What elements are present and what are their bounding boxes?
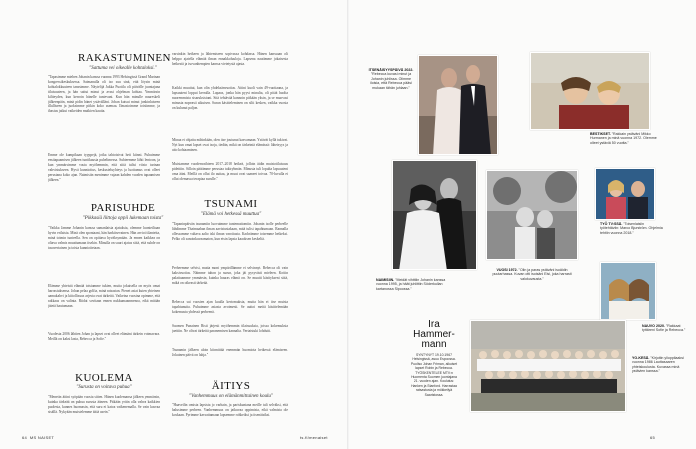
photo-graduation-group: [470, 320, 626, 412]
caption-tyo-label: TYÖ TV:SSÄ.: [600, 222, 623, 226]
profile-block: [410, 320, 458, 397]
section-title-rakastuminen: RAKASTUMINEN: [78, 52, 171, 64]
profile-text: SYNTYNYT 19.10.1967 Helsingissä, asuu Espoossa. Puoliso Johan Friman, aikuiset lapset Robin ja Rebecca. TYÖSKENTELEE MTV:n Huomenta Suomen juontajana 21. vuoden ajan. Koulutus: Hanken ja Stanford. Harrastaa ratsastusta ja mökkeilyä Saaristossa.: [410, 353, 458, 397]
caption-nauvo: [642, 324, 686, 333]
body-text-col2b: Elämme yhteistä elämää toisiamme tukien, mutta jokaisella on myös omat harrastuksensa. Johan pelaa golfia, minä ratsastan. Pienet asiat kuten yhteinen aamukahvi ja kiitollisuus arjesta ovat tärkeitä. Vaikeina vuosina opimme, että rakkaus on valinta. Riidat sovitaan ennen nukkumaanmenoa, eikä mitään jätetä hautumaan.: [48, 284, 160, 308]
section-title-parisuhde: PARISUHDE: [90, 202, 156, 214]
body-text-col5a: "Tapaninpäivän tsunamiin luovuimme tuntemattomiin. Johanin isolle perheelle lähdimme Thaimaahan ilman aavistustakaan, mitä tulisi tapahtumaan. Rannalla ollessamme valtava aalto iski ilman varoitusta. Kadotimme toisemme hetkeksi. Pelko oli sanoinkuvaamaton, kun etsin lapsia kaaoksen keskeltä.: [172, 222, 288, 241]
body-text-col4b: Kaikki muuttui, kun olin yhdeksänvuotias. Äitini kuoli vain 49-vuotiaana, ja lapsuuteni loppui kerralla. Lupaus, jonka hän pyysi minulta, oli pitää huolta nuoremmista sisaruksistani. Sitä tehtävää kannoin pitkään yksin, ja se muovasi minusta nopeasti aikuisen. Surun käsitteleminen on silti kesken, vaikka vuosia on kulunut paljon.: [172, 86, 288, 110]
caption-itsenaisyyspaiva-label: ITSENÄISYYSPÄIVÄ 2022.: [368, 68, 414, 72]
body-text-col5e: Tsunamin jälkeen aloin kiinnittää enemmän huomiota hetkessä elämiseen. Jokainen päivä on lahja.": [172, 348, 288, 357]
caption-naimisiin: [376, 278, 446, 291]
section-subtitle-kuolema: "Surusta on voitava puhua": [76, 385, 132, 390]
body-text-col6a: "Haaveilin omista lapsista jo varhain, ja pariskuntana meille tuli selväksi, että halusimme perheen. Vanhemmuus on jatkuvaa oppimista, eikä valmista ole koskaan. Pyrimme kasvattamaan lapsemme rohkeiksi ja itsenäisiksi.: [172, 403, 288, 417]
caption-vuosi-1972-label: VUOSI 1972.: [496, 268, 518, 272]
caption-bestikset: [590, 132, 662, 145]
caption-tyo: [600, 222, 664, 235]
caption-yo-text: "Kirjoitin ylioppilaaksi vuonna 1986 Lauttasaaren yhteiskoulusta. Kuvassa minä ystävien kanssa.": [632, 356, 684, 374]
body-text-col4c: Minua ei ohjattu mihinkään, olen itse joutunut kasvamaan. Ystävät kyllä tukivat. Nyt kun omat lapset ovat isoja, tiedän, mikä on tärkeintä elämässä: läheisyys ja aito kohtaaminen.: [172, 138, 288, 152]
photo-nauvo: [600, 262, 656, 320]
photo-wedding: [392, 160, 477, 270]
body-text-col5d: Suomen Punainen Risti järjesti myöhemmin tilaisuuksia, joissa kokemuksia jaettiin. Ne olivat tärkeitä paranemisen kannalta. Vertaistuki lohdutti.: [172, 324, 288, 333]
profile-last-name: Hammer-mann: [413, 329, 455, 350]
caption-naimisiin-text: "Meidät vihittiin Johanin kanssa vuonna 1995, ja häät juhlittiin Söderkullan kartanossa Sipoossa.": [376, 278, 446, 291]
body-text-col2a: "Vaikka Jamme Johanin kanssa samanlaisia ajatuksia, olemme luonteiltaan hyvin erilaisia. Minä olen spontaani, hän harkitsevainen. Hän arvioi tilanteita, minä toimin tunteella. Sen on opittava hyväksymään. Ja ennen kaikkea on oltava valmis muuttumaan itsekin. Minulla on suuri ajatus siitä, että suhde on tasavertainen ja toista kunnioitetaan.: [48, 226, 160, 250]
caption-nauvo-label: NAUVO 2020.: [642, 324, 665, 328]
caption-bestikset-label: BESTIKSET.: [590, 132, 611, 136]
magazine-name: MS NAISET: [29, 435, 55, 440]
caption-itsenaisyyspaiva: [368, 68, 414, 90]
page-number-left: [22, 435, 54, 440]
body-text-col1a: "Tapasimme miehen Johanin kanssa vuonna 1993 Helsingissä Grand Marinan kongressikeskuksessa. Saimanulla oli iso suu sinä, että löysin minä kohtalokkuuteen tanssimme. Näytelijä Jukka Puotila oli päivälle juontajana tilaisuuteen, ja hän sattui minut ja avasi ohjelman kohtaa. Ymmärsin kiltteyden, kun kerroin hänelle tuntevani. Kun hän minulle naureskeli jälkeenpäin, minä pidin hänet ystävälläni. Johan kutsui minut jonkinlaiseen illalliseen ja juoksimme pitkin koko asemaa. Ilmastoimme toisiimme, ja ihastus jatkui vaikeiden mutkien kautta.: [48, 75, 160, 114]
caption-naimisiin-label: NAIMISIIN.: [376, 278, 395, 282]
caption-itsenaisyyspaiva-text: "Rebecca kuvasi minut ja Johanin juhlissa. Olimme iloisia, että Rebecca pääsi mukaan tähän juhlaan.": [370, 72, 412, 90]
left-page-number: 64: [22, 435, 28, 440]
caption-tyo-text: "Toisenlaisiin työtehtäviin: Marco Bjurström. Ohjelmia tehtiin vuonna 2018.": [600, 222, 663, 235]
section-title-aitiys: ÄITIYS: [211, 380, 251, 392]
caption-nauvo-text: "Rakkaat tyttäreni Sofie ja Rebecca.": [642, 324, 686, 333]
page-gutter: [347, 0, 349, 449]
section-subtitle-parisuhde: "Pikkasiä liittoja oppii lukemaan toista": [82, 216, 164, 221]
magazine-url: ts.fi/menaiset: [300, 435, 328, 440]
photo-vuosi-1972: [486, 170, 578, 260]
body-text-col1b: Emme ole kumpikaan tyyppejä, jotka tahtoisivat heti kiinni. Puhuimme ensitapaamisen jälkeen tuntikausia puhelimessa. Suhteemme lähti lentoon, ja kun ymmärsimme vasta myöhemmin, että siitä tulisi viisto tarinan vahvistukseen. Hyvä kunnioitus, keskusteluyhteys ja luottamus ovat olleet perustana koko ajan. Naimisiin menimme vajaan kahden vuoden tapaamisen jälkeen.": [48, 153, 160, 182]
body-text-col5c: Rebecca sai vuosien ajan kuulla kertomuksia, mutta hän ei itse muista tapahtunutta. Puhuimme asiasta avoimesti. Se auttoi meitä käsittelemään kokemusta yhdessä perheenä.: [172, 300, 288, 314]
section-subtitle-tsunami: "Elämä voi hetkessä muuttua": [200, 212, 262, 217]
body-text-col2c: Vuodesta 2006 lähtien Johan ja lapset ovat olleet elämäni tärkein voimavara. Meillä on kaksi lasta, Rebecca ja Sofie.": [48, 332, 160, 341]
section-title-tsunami: TSUNAMI: [204, 198, 258, 210]
caption-vuosi-1972-text: "Olin ja paras ystäväni isoäidin puutarhassa. Kuvan otti isoisäni Elsi, joka harrasti valokuvausta.": [492, 268, 572, 281]
caption-vuosi-1972: [486, 268, 578, 281]
photo-bestikset: [530, 52, 650, 130]
section-title-kuolema: KUOLEMA: [75, 372, 133, 384]
section-subtitle-rakastuminen: "Sattuma vei oikealle kohtaloksi.": [89, 66, 157, 71]
body-text-col4d: Muistamme vuodenvaihteen 2017–2018 hetkeä, jolloin äidin muistotilaisuus pidettiin. Silloin päätimme perustaa tukiryhmän. Minusta tuli lopulta lapsuuteni oma ääni. Meillä on ollut ilo auttaa, ja muut ovat saaneet toivoa. 70-luvulla ei ollut olemassa terapiaa surulle.": [172, 162, 288, 181]
body-text-col3a: "Menetin äitini syöpään vuosia sitten. Hänen kuolemansa jälkeen ymmärsin, kuinka tärkeää on puhua surusta ääneen. Pitkään yritin olla vahva kaikkien puolesta, kunnes huomasin, että suru ei katoa vaikenemalla. Se vain kasvaa sisällä. Nykyään muistelemme äitiä usein.": [48, 395, 160, 414]
page-url: [300, 435, 328, 440]
body-text-col4a: varsinkin hetkeen ja lähtemiseen sopivassa kohdassa. Hänen kanssaan oli helppo ajatella elämää ilman ennakkoluuloja. Lapsena nautimme jokaisesta hetkestä ja isovanhempien kanssa vietetystä ajasta.: [172, 52, 288, 66]
photo-gala-couple: [418, 55, 498, 155]
caption-bestikset-text: "Rakkain ystäväni Mikko Hurmanen ja minä vuonna 1972. Olemme olleet ystäviä 50 vuotta.": [590, 132, 657, 145]
profile-first-name: Ira: [428, 319, 440, 330]
page-number-right: 65: [650, 435, 656, 440]
body-text-col5b: Perheemme selvisi, mutta moni ympärillämme ei selvinnyt. Rebecca oli vain kaksivuotias. Näimme tuhon ja surun, joka jäi pysyvästi mieleen. Kotiin palattuamme ymmärsin, kuinka hauras elämä on. Se muutti käsitykseni siitä, mikä on oikeasti tärkeää.: [172, 266, 288, 285]
section-subtitle-aitiys: "Vanhemmuus on elämänmittainen koulu": [188, 394, 274, 399]
caption-yo: [632, 356, 684, 374]
photo-tv-work: [595, 168, 655, 220]
caption-yo-label: YO-KESÄ.: [632, 356, 650, 360]
